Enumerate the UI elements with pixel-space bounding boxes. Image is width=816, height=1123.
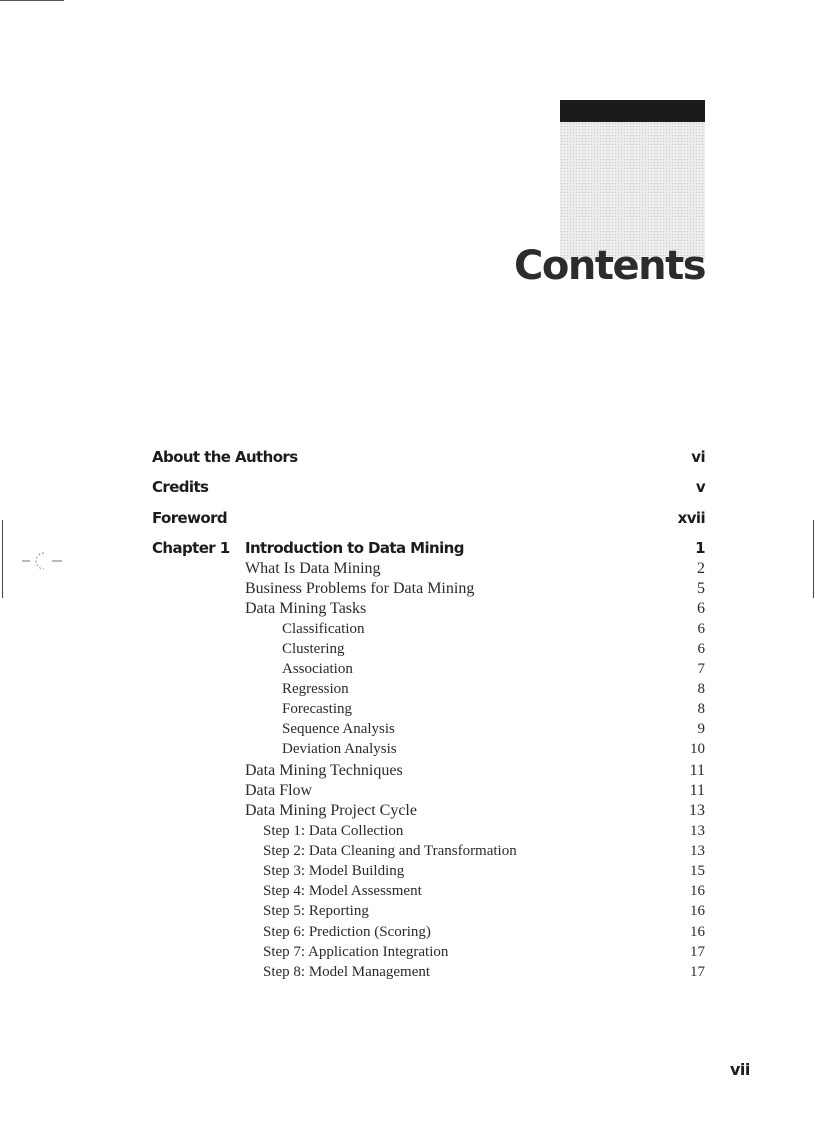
toc-page: 13 xyxy=(690,823,705,839)
toc-page: 1 xyxy=(695,539,705,557)
page-title: Contents xyxy=(514,243,705,289)
toc-label: What Is Data Mining xyxy=(245,560,381,577)
toc-page: xvii xyxy=(677,509,705,527)
toc-label: Data Mining Tasks xyxy=(245,600,367,617)
toc-page: 15 xyxy=(690,863,705,879)
toc-page: 10 xyxy=(690,741,705,757)
title-block xyxy=(514,100,705,289)
toc-label: Step 1: Data Collection xyxy=(263,823,404,839)
page-edge-line-left xyxy=(2,520,3,598)
toc-page: 6 xyxy=(697,600,705,617)
toc-label: Data Mining Techniques xyxy=(245,762,403,779)
toc-label: Classification xyxy=(282,621,365,637)
toc-page: 5 xyxy=(697,580,705,597)
title-bar xyxy=(560,100,705,122)
toc-page: 11 xyxy=(689,762,705,779)
toc-page: 16 xyxy=(690,924,705,940)
chapter-title: Introduction to Data Mining xyxy=(245,539,464,557)
toc-page: 11 xyxy=(689,782,705,799)
toc-page: v xyxy=(695,478,705,496)
toc-page: 2 xyxy=(697,560,705,577)
toc-label: Association xyxy=(282,661,353,677)
toc-page: 8 xyxy=(697,681,705,697)
toc-label: Credits xyxy=(152,478,209,496)
page-edge-line-right xyxy=(813,520,814,598)
toc-label: Step 2: Data Cleaning and Transformation xyxy=(263,843,517,859)
toc-label: Step 4: Model Assessment xyxy=(263,883,422,899)
toc-label: Step 3: Model Building xyxy=(263,863,405,879)
toc-page: 17 xyxy=(690,964,705,980)
toc-page: 7 xyxy=(697,661,705,677)
toc-label: Step 7: Application Integration xyxy=(263,944,449,960)
toc-label: Step 6: Prediction (Scoring) xyxy=(263,924,431,940)
toc-page: vi xyxy=(691,448,705,466)
toc-page: 9 xyxy=(697,721,705,737)
toc-label: Clustering xyxy=(282,641,345,657)
toc-label: Step 8: Model Management xyxy=(263,964,431,980)
toc-page: 13 xyxy=(690,843,705,859)
crop-mark xyxy=(0,0,64,1)
toc-label: Business Problems for Data Mining xyxy=(245,580,475,597)
registration-mark-icon xyxy=(22,549,62,573)
toc-page: 16 xyxy=(690,883,705,899)
toc-page: 13 xyxy=(689,802,705,819)
chapter-number: Chapter 1 xyxy=(152,539,230,557)
toc-label: Deviation Analysis xyxy=(282,741,397,757)
toc-label: Data Mining Project Cycle xyxy=(245,802,417,819)
toc-page: 17 xyxy=(690,944,705,960)
toc-page: 6 xyxy=(697,641,705,657)
toc-page: 16 xyxy=(690,903,705,919)
toc-label: Data Flow xyxy=(245,782,313,799)
toc-label: Forecasting xyxy=(282,701,352,717)
toc-page: 6 xyxy=(697,621,705,637)
page-number: vii xyxy=(730,1060,750,1079)
toc-label: Regression xyxy=(282,681,349,697)
toc-label: Foreword xyxy=(152,509,228,527)
toc-label: Step 5: Reporting xyxy=(263,903,369,919)
toc-page: 8 xyxy=(697,701,705,717)
toc-label: About the Authors xyxy=(152,448,298,466)
title-screen xyxy=(514,122,705,289)
toc-label: Sequence Analysis xyxy=(282,721,395,737)
